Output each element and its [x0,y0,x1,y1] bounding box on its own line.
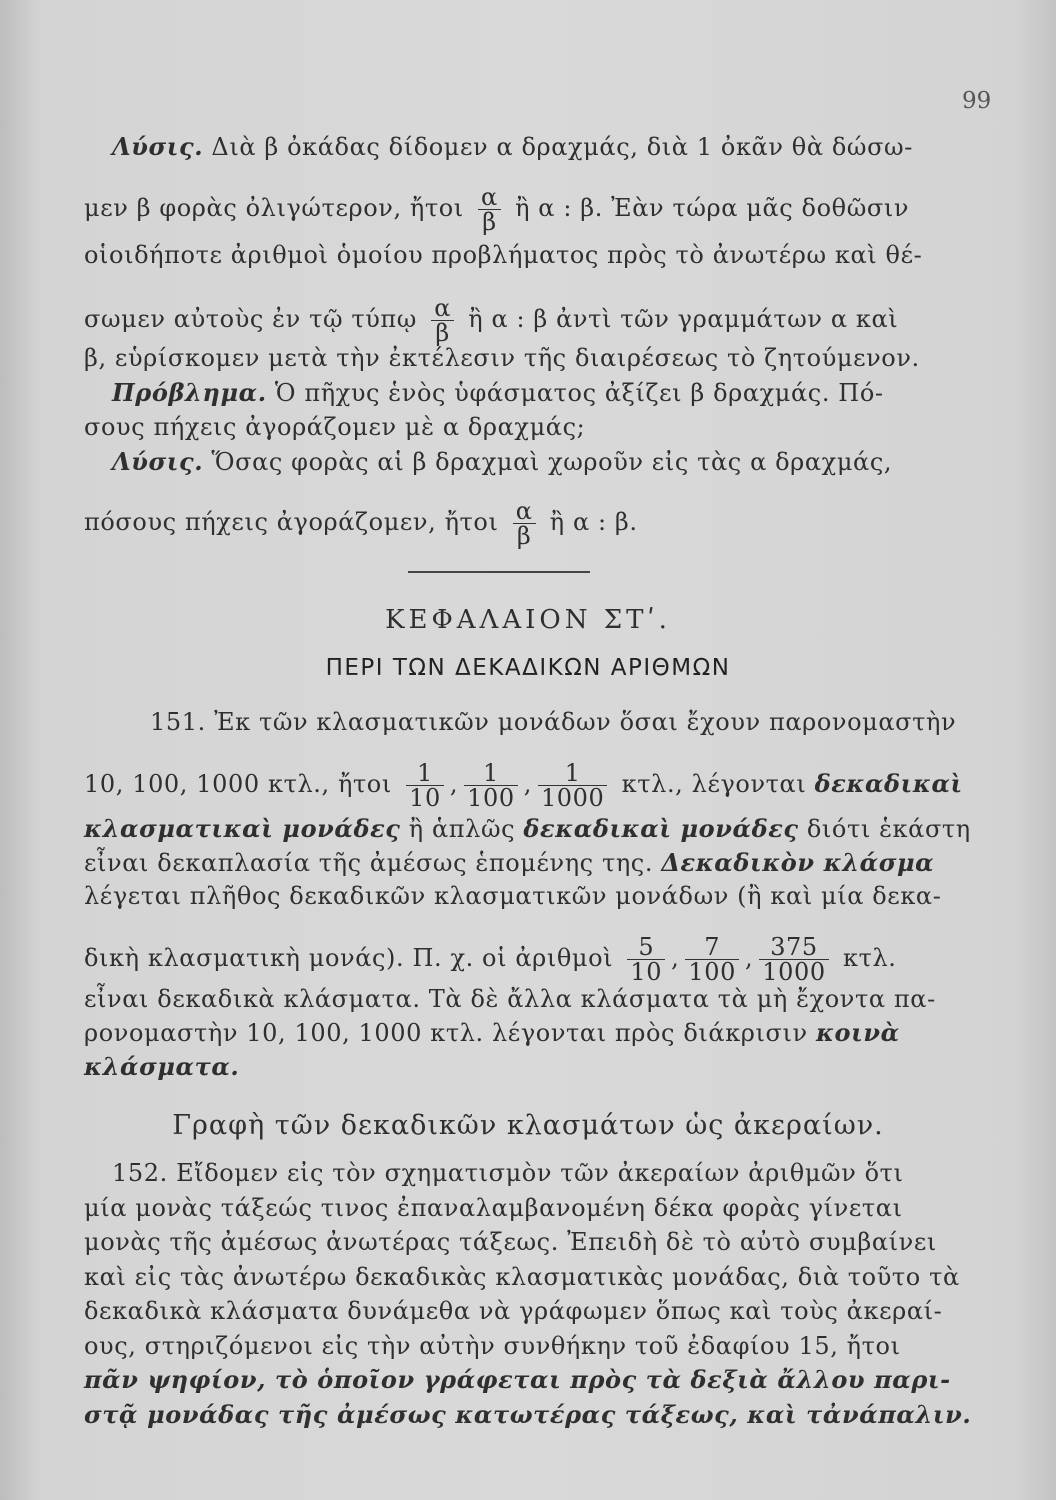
subsection-title: Γραφὴ τῶν δεκαδικῶν κλασμάτων ὡς ἀκεραίων. [172,1110,884,1141]
text-line: μεν β φορὰς ὀλιγώτερον, ἤτοι $\frac{\alpha}{\beta}$ ἢ α : β. Ἐὰν τώρα μᾶς δοθῶσιν [84,183,910,236]
fraction: $\frac{1}{1000}$ [538,761,607,810]
text-line: στᾷ μονάδας τῆς ἀμέσως κατωτέρας τάξεως, καὶ τἀνάπαλιν. [84,1400,972,1429]
fraction: $\frac{7}{100}$ [685,935,739,984]
text-line: πᾶν ψηφίον, τὸ ὁποῖον γράφεται πρὸς τὰ δεξιὰ ἄλλου παρι- [84,1365,951,1394]
text-line: μία μονὰς τάξεώς τινος ἐπαναλαμβανομένη δέκα φορὰς γίνεται [84,1194,903,1222]
page-number: 99 [962,88,992,114]
text-line: σους πήχεις ἀγοράζομεν μὲ α δραχμάς; [84,413,586,441]
text-line: 152. Εἴδομεν εἰς τὸν σχηματισμὸν τῶν ἀκεραίων ἀριθμῶν ὅτι [112,1159,904,1187]
fraction: $\frac{1}{100}$ [464,761,518,810]
text-line: εἶναι δεκαπλασία τῆς ἀμέσως ἑπομένης της. Δεκαδικὸν κλάσμα [84,848,935,877]
fraction: $\frac{\alpha}{\beta}$ [431,296,454,345]
text-line: μονὰς τῆς ἀμέσως ἀνωτέρας τάξεως. Ἐπειδὴ δὲ τὸ αὐτὸ συμβαίνει [84,1228,937,1256]
text-line: σωμεν αὐτοὺς ἐν τῷ τύπῳ $\frac{\alpha}{\beta}$ ἢ α : β ἀντὶ τῶν γραμμάτων α καὶ [84,294,899,347]
text-line: κλασματικαὶ μονάδες ἢ ἁπλῶς δεκαδικαὶ μονάδες διότι ἑκάστη [84,814,971,843]
fraction: $\frac{\alpha}{\beta}$ [478,185,501,234]
fraction: $\frac{1}{10}$ [406,761,444,810]
separator-rule [408,571,590,573]
text-line: εἶναι δεκαδικὰ κλάσματα. Τὰ δὲ ἄλλα κλάσματα τὰ μὴ ἔχοντα πα- [84,985,936,1013]
fraction: $\frac{5}{10}$ [627,935,665,984]
text-line: πόσους πήχεις ἀγοράζομεν, ἤτοι $\frac{\alpha}{\beta}$ ἢ α : β. [84,497,638,550]
chapter-title: ΚΕΦΑΛΑΙΟΝ ΣΤʹ. [385,605,671,635]
text-line: 151. Ἐκ τῶν κλασματικῶν μονάδων ὅσαι ἔχουν παρονομαστὴν [150,708,957,736]
text-line: ους, στηριζόμενοι εἰς τὴν αὐτὴν συνθήκην τοῦ ἐδαφίου 15, ἤτοι [84,1332,901,1360]
section-title: ΠΕΡΙ ΤΩΝ ΔΕΚΑΔΙΚΩΝ ΑΡΙΘΜΩΝ [325,655,731,681]
text-line: κλάσματα. [84,1052,240,1081]
fraction: $\frac{375}{1000}$ [759,935,828,984]
text-line: 10, 100, 1000 κτλ., ἤτοι $\frac{1}{10}$ , $\frac{1}{100}$ , $\frac{1}{1000}$ κτλ., λέγονται δεκαδικαὶ [84,759,963,812]
text-line: β, εὑρίσκομεν μετὰ τὴν ἐκτέλεσιν τῆς διαιρέσεως τὸ ζητούμενον. [84,344,920,372]
text-line: καὶ εἰς τὰς ἀνωτέρω δεκαδικὰς κλασματικὰς μονάδας, διὰ τοῦτο τὰ [84,1263,960,1291]
text-line: λέγεται πλῆθος δεκαδικῶν κλασματικῶν μονάδων (ἢ καὶ μία δεκα- [84,882,942,910]
text-line: δικὴ κλασματικὴ μονάς). Π. χ. οἱ ἀριθμοὶ $\frac{5}{10}$ , $\frac{7}{100}$ , $\frac{375}{1000}$ κτλ. [84,933,897,986]
text-line: οἱοιδήποτε ἀριθμοὶ ὁμοίου προβλήματος πρὸς τὸ ἀνωτέρω καὶ θέ- [84,241,923,269]
text-line: ρονομαστὴν 10, 100, 1000 κτλ. λέγονται πρὸς διάκρισιν κοινὰ [84,1018,900,1047]
text-line: Πρόβλημα. Ὁ πῆχυς ἑνὸς ὑφάσματος ἀξίζει β δραχμάς. Πό- [112,378,884,407]
text-line: δεκαδικὰ κλάσματα δυνάμεθα νὰ γράφωμεν ὅπως καὶ τοὺς ἀκεραί- [84,1297,943,1325]
text-line: Λύσις. Ὅσας φορὰς αἱ β δραχμαὶ χωροῦν εἰς τὰς α δραχμάς, [112,447,893,476]
text-line: Λύσις. Διὰ β ὀκάδας δίδομεν α δραχμάς, διὰ 1 ὀκᾶν θὰ δώσω- [112,132,913,161]
fraction: $\frac{\alpha}{\beta}$ [513,499,536,548]
